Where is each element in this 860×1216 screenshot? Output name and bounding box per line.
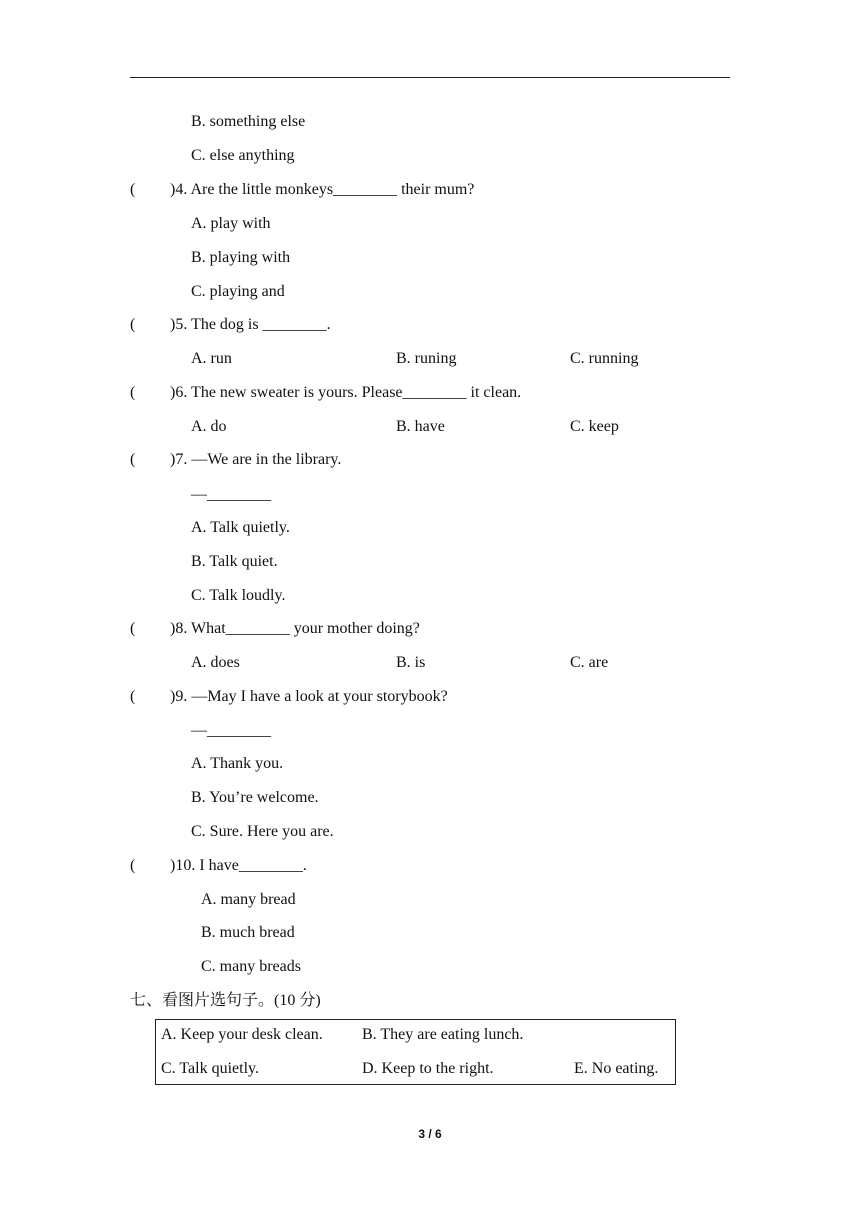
section-7-choice-b: B. They are eating lunch. bbox=[362, 1026, 524, 1043]
section-7-choice-c: C. Talk quietly. bbox=[161, 1060, 259, 1077]
q4-option-a: A. play with bbox=[191, 215, 271, 232]
section-7-title: 七、看图片选句子。(10 分) bbox=[130, 992, 321, 1009]
q9-option-a: A. Thank you. bbox=[191, 755, 284, 772]
q4-stem: )4. Are the little monkeys________ their mum? bbox=[170, 181, 475, 198]
q6-stem: )6. The new sweater is yours. Please________ it clean. bbox=[170, 384, 522, 401]
q7-answer-paren[interactable]: ( bbox=[130, 451, 136, 468]
q8-option-b: B. is bbox=[396, 654, 426, 671]
q8-stem: )8. What________ your mother doing? bbox=[170, 620, 420, 637]
q6-answer-paren[interactable]: ( bbox=[130, 384, 136, 401]
q9-answer-paren[interactable]: ( bbox=[130, 688, 136, 705]
q7-stem: )7. —We are in the library. bbox=[170, 451, 342, 468]
q7-option-a: A. Talk quietly. bbox=[191, 519, 290, 536]
q8-answer-paren[interactable]: ( bbox=[130, 620, 136, 637]
q5-option-a: A. run bbox=[191, 350, 232, 367]
q5-option-c: C. running bbox=[570, 350, 639, 367]
q10-stem: )10. I have________. bbox=[170, 857, 307, 874]
q8-option-c: C. are bbox=[570, 654, 609, 671]
q6-option-b: B. have bbox=[396, 418, 445, 435]
q4-option-c: C. playing and bbox=[191, 283, 285, 300]
q6-option-c: C. keep bbox=[570, 418, 619, 435]
q5-stem: )5. The dog is ________. bbox=[170, 316, 331, 333]
q6-option-a: A. do bbox=[191, 418, 227, 435]
q10-option-a: A. many bread bbox=[201, 891, 296, 908]
q7-response-blank: —________ bbox=[191, 486, 271, 503]
q3-option-b: B. something else bbox=[191, 113, 306, 130]
q9-option-c: C. Sure. Here you are. bbox=[191, 823, 334, 840]
q5-answer-paren[interactable]: ( bbox=[130, 316, 136, 333]
q7-option-b: B. Talk quiet. bbox=[191, 553, 278, 570]
q10-option-b: B. much bread bbox=[201, 924, 295, 941]
q5-option-b: B. runing bbox=[396, 350, 457, 367]
header-rule bbox=[130, 77, 730, 78]
q9-response-blank: —________ bbox=[191, 722, 271, 739]
section-7-choice-d: D. Keep to the right. bbox=[362, 1060, 494, 1077]
q9-option-b: B. You’re welcome. bbox=[191, 789, 319, 806]
section-7-choice-e: E. No eating. bbox=[574, 1060, 659, 1077]
page-number: 3 / 6 bbox=[418, 1127, 442, 1141]
q8-option-a: A. does bbox=[191, 654, 240, 671]
q4-option-b: B. playing with bbox=[191, 249, 291, 266]
q4-answer-paren[interactable]: ( bbox=[130, 181, 136, 198]
q9-stem: )9. —May I have a look at your storybook? bbox=[170, 688, 448, 705]
q10-option-c: C. many breads bbox=[201, 958, 301, 975]
q7-option-c: C. Talk loudly. bbox=[191, 587, 286, 604]
section-7-choice-a: A. Keep your desk clean. bbox=[161, 1026, 323, 1043]
q3-option-c: C. else anything bbox=[191, 147, 295, 164]
q10-answer-paren[interactable]: ( bbox=[130, 857, 136, 874]
